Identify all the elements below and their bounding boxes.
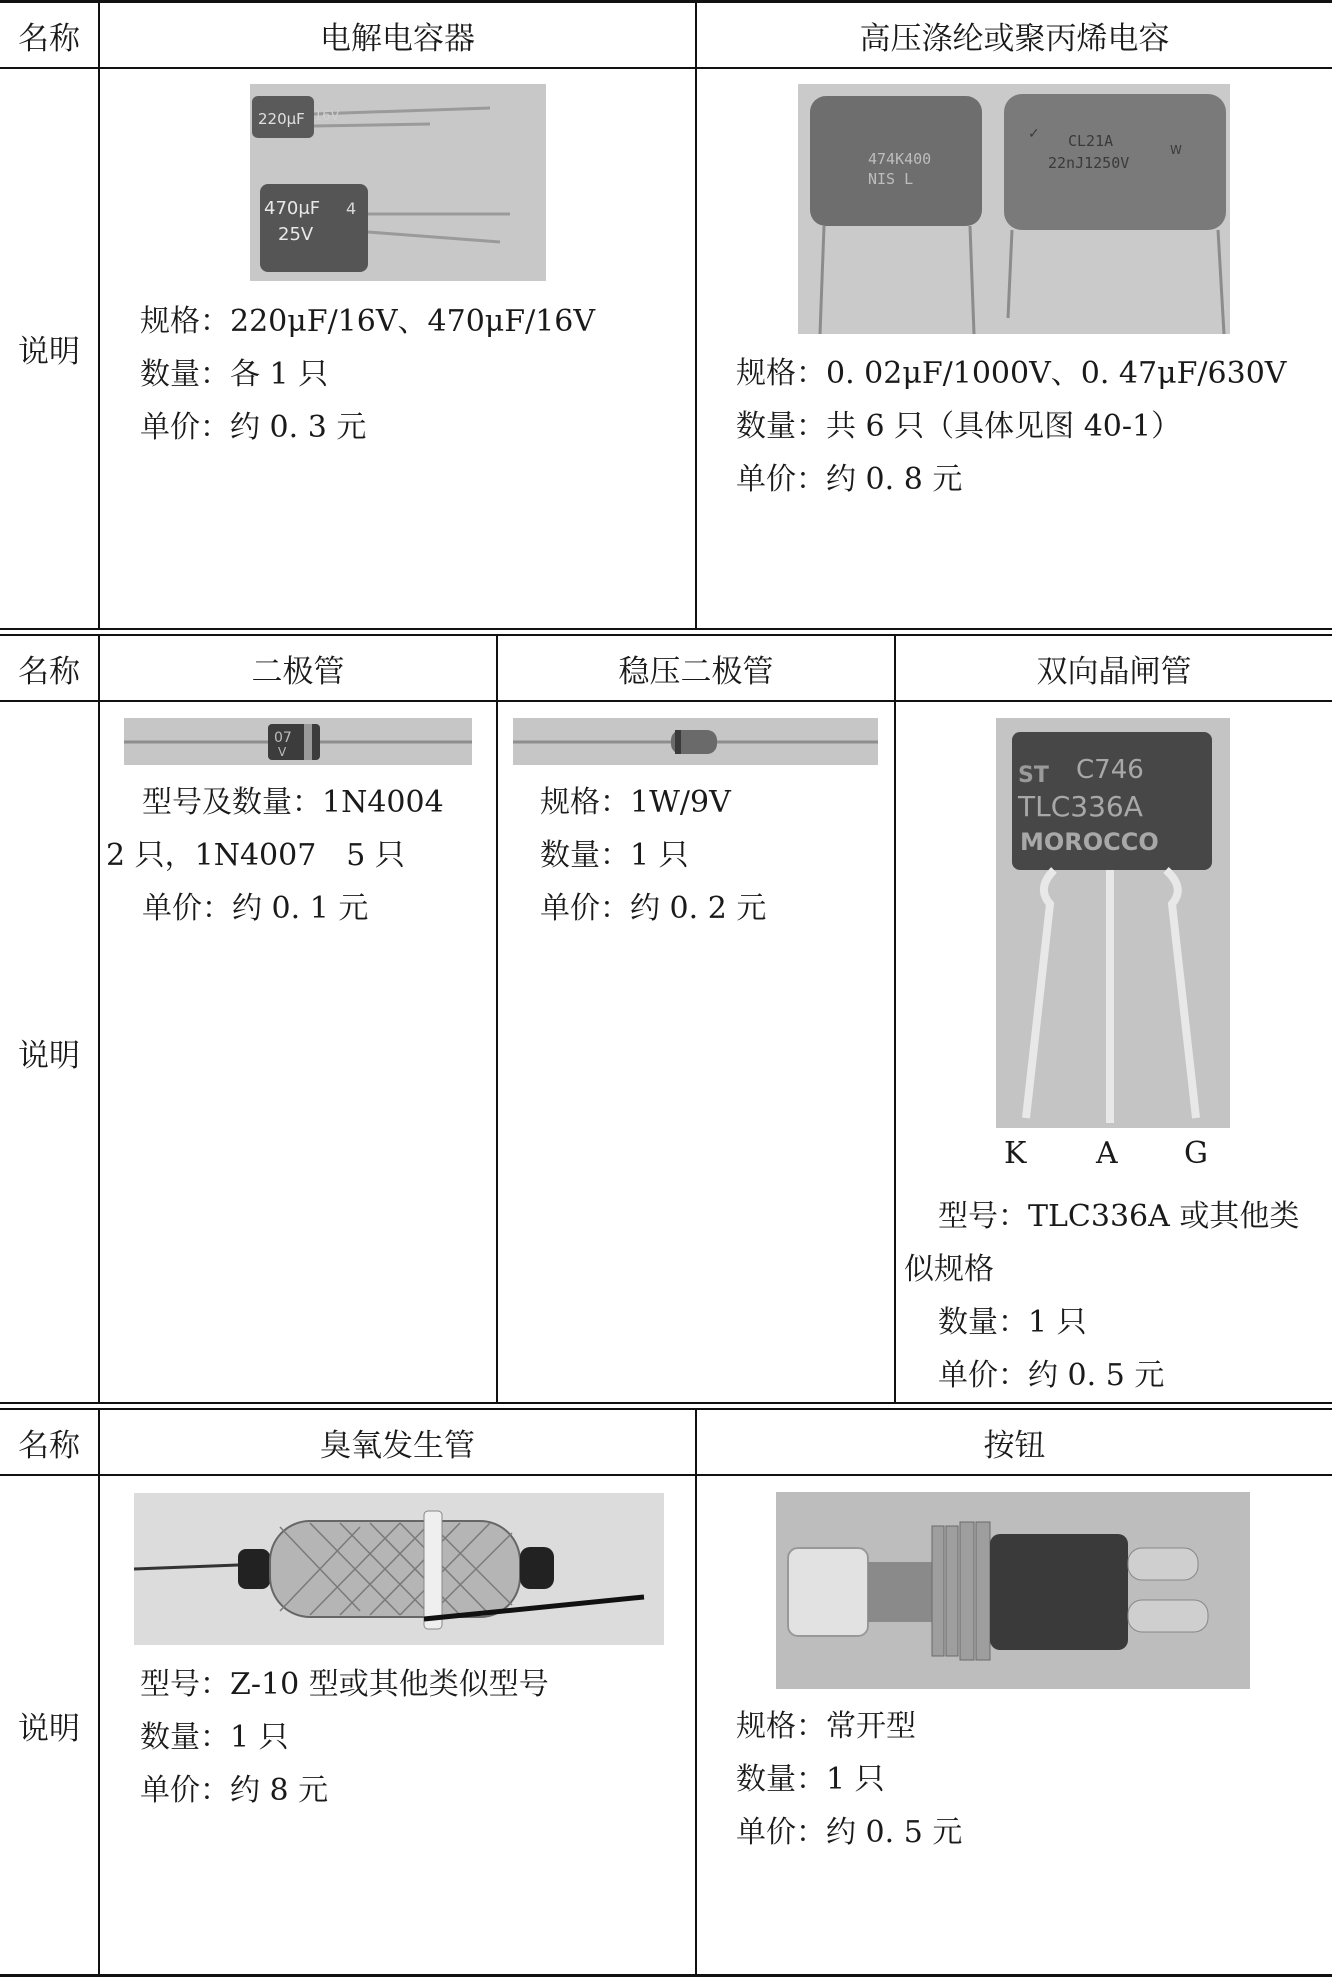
triac-mark-c746: C746 [1076, 755, 1144, 785]
quantity-line: 数量：1 只 [540, 838, 689, 873]
quantity-line: 数量：1 只 [736, 1762, 885, 1797]
diode-photo [124, 718, 472, 765]
spec-line: 规格：常开型 [736, 1709, 916, 1744]
price-line: 单价：约 8 元 [140, 1773, 329, 1808]
s2-desc-label: 说明 [18, 1037, 80, 1074]
svg-text:ST: ST [1018, 763, 1049, 788]
triac-mark-morocco: MOROCCO [1020, 828, 1159, 856]
diode-mark-v: V [278, 745, 287, 759]
film-mark-nis: NIS L [868, 170, 914, 188]
s2-zener-specs [540, 776, 766, 935]
vrule-s2-mid2 [894, 634, 896, 1404]
electrolytic-mark-16v: 16V [314, 109, 340, 124]
vrule-s2-label [98, 634, 100, 1404]
electrolytic-capacitor-photo [250, 84, 546, 281]
s2-name-label: 名称 [18, 653, 80, 690]
price-line: 单价：约 0. 3 元 [140, 410, 367, 445]
vrule-s3-label [98, 1408, 100, 1976]
electrolytic-mark-4: 4 [346, 199, 357, 218]
vrule-s3-mid [695, 1408, 697, 1976]
film-capacitor-photo [798, 84, 1230, 334]
vrule-s1-mid [695, 0, 697, 630]
rule-header-1 [0, 67, 1332, 69]
model-line: 型号及数量：1N4004 [142, 785, 444, 820]
price-line: 单价：约 0. 2 元 [540, 891, 767, 926]
model-line: 型号：TLC336A 或其他类 [938, 1199, 1300, 1234]
diode-mark-07: 07 [274, 730, 292, 746]
triac-pin-g: G [1184, 1136, 1208, 1171]
s1-name-label: 名称 [18, 20, 80, 57]
electrolytic-mark-220uf: 220μF [258, 110, 305, 128]
price-line: 单价：约 0. 8 元 [736, 462, 963, 497]
quantity-line: 数量：各 1 只 [140, 357, 329, 392]
s3-button-specs [736, 1700, 962, 1859]
model-line-cont: 2 只，1N4007 5 只 [106, 838, 405, 873]
price-line: 单价：约 0. 5 元 [736, 1815, 963, 1850]
price-line: 单价：约 0. 1 元 [142, 891, 369, 926]
quantity-line: 数量：共 6 只（具体见图 40-1） [736, 409, 1182, 444]
s3-ozone-tube-specs [140, 1658, 549, 1817]
film-mark-22nj1250v: 22nJ1250V [1048, 154, 1130, 172]
s3-title-ozone-tube: 臭氧发生管 [320, 1427, 475, 1464]
s1-film-capacitor-specs [736, 347, 1286, 506]
s2-title-zener: 稳压二极管 [618, 653, 774, 690]
zener-diode-photo [513, 718, 878, 765]
model-line-cont: 似规格 [904, 1252, 994, 1287]
vrule-s2-mid1 [496, 634, 498, 1404]
s2-diode-specs [106, 776, 494, 935]
quantity-line: 数量：1 只 [938, 1305, 1087, 1340]
s2-triac-specs [904, 1190, 1330, 1402]
vrule-s1-label [98, 0, 100, 630]
film-mark-474k400: 474K400 [868, 150, 932, 168]
s3-name-label: 名称 [18, 1427, 80, 1464]
push-button-photo [776, 1492, 1250, 1689]
s1-title-film-capacitor: 高压涤纶或聚丙烯电容 [859, 20, 1170, 57]
s1-electrolytic-specs [140, 295, 595, 454]
rule-header-3 [0, 1474, 1332, 1476]
spec-line: 规格：220μF/16V、470μF/16V [140, 304, 596, 339]
s3-title-button: 按钮 [983, 1427, 1046, 1464]
s1-desc-label: 说明 [18, 334, 80, 370]
s1-title-electrolytic: 电解电容器 [320, 20, 475, 57]
ozone-tube-photo [134, 1493, 664, 1645]
rule-section-2a [0, 1402, 1332, 1404]
s2-title-triac: 双向晶闸管 [1036, 653, 1192, 690]
triac-mark-tlc336a: TLC336A [1018, 790, 1143, 823]
svg-text:✓: ✓ [1028, 126, 1040, 142]
s2-title-diode: 二极管 [251, 653, 345, 690]
rule-section-1a [0, 628, 1332, 630]
electrolytic-mark-25v: 25V [278, 224, 314, 245]
spec-line: 规格：1W/9V [540, 785, 731, 820]
rule-header-2 [0, 700, 1332, 702]
quantity-line: 数量：1 只 [140, 1720, 289, 1755]
price-line: 单价：约 0. 5 元 [938, 1358, 1165, 1393]
triac-pin-a: A [1096, 1136, 1118, 1171]
spec-line: 规格：0. 02μF/1000V、0. 47μF/630V [736, 356, 1287, 391]
film-mark-cl21a: CL21A [1068, 132, 1114, 150]
electrolytic-mark-470uf: 470μF [264, 198, 321, 219]
triac-pin-k: K [1004, 1136, 1027, 1171]
s3-desc-label: 说明 [18, 1710, 80, 1747]
rule-bottom [0, 1974, 1332, 1977]
film-mark-w: W [1170, 143, 1182, 157]
model-line: 型号：Z-10 型或其他类似型号 [140, 1667, 549, 1702]
triac-photo [996, 718, 1230, 1128]
